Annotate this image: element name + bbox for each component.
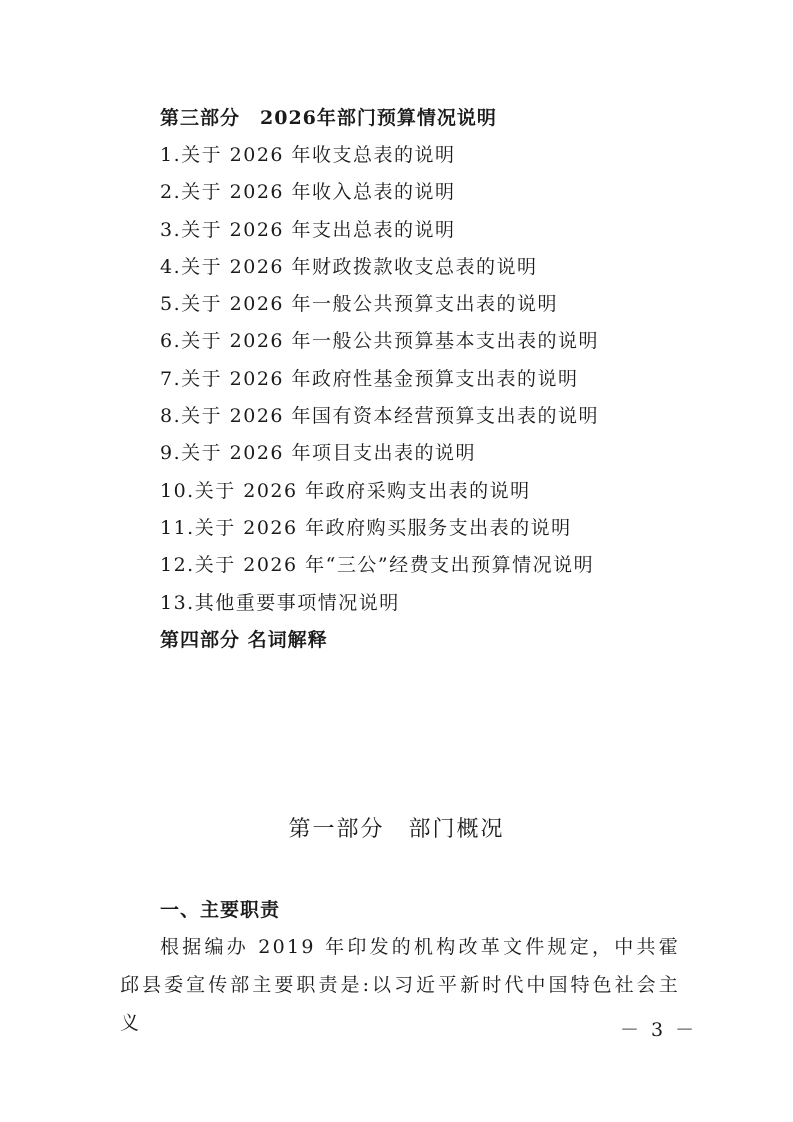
toc-part3-heading: 第三部分 2026年部门预算情况说明 <box>160 107 497 129</box>
toc-item: 3.关于 2026 年支出总表的说明 <box>160 218 456 241</box>
toc-item: 7.关于 2026 年政府性基金预算支出表的说明 <box>160 367 579 390</box>
table-of-contents <box>160 100 680 659</box>
toc-item: 13.其他重要事项情况说明 <box>160 591 400 614</box>
toc-item: 5.关于 2026 年一般公共预算支出表的说明 <box>160 293 559 316</box>
toc-item: 10.关于 2026 年政府采购支出表的说明 <box>160 479 531 502</box>
toc-item: 6.关于 2026 年一般公共预算基本支出表的说明 <box>160 330 600 353</box>
toc-item: 2.关于 2026 年收入总表的说明 <box>160 181 456 204</box>
toc-item: 4.关于 2026 年财政拨款收支总表的说明 <box>160 255 538 278</box>
toc-item: 9.关于 2026 年项目支出表的说明 <box>160 442 477 465</box>
toc-part4-heading: 第四部分 名词解释 <box>160 628 328 651</box>
toc-item: 1.关于 2026 年收支总表的说明 <box>160 144 456 166</box>
toc-item: 12.关于 2026 年“三公”经费支出预算情况说明 <box>160 554 595 577</box>
toc-item: 11.关于 2026 年政府购买服务支出表的说明 <box>160 516 572 539</box>
section-heading: 一、主要职责 <box>160 899 281 921</box>
part-title: 第一部分 部门概况 <box>288 817 505 842</box>
page-number: － 3 － <box>620 1019 698 1041</box>
body-paragraph: 根据编办 2019 年印发的机构改革文件规定，中共霍邱县委宣传部主要职责是:以习近平新时代中国特色社会主义 <box>120 936 680 1034</box>
toc-item: 8.关于 2026 年国有资本经营预算支出表的说明 <box>160 405 600 428</box>
